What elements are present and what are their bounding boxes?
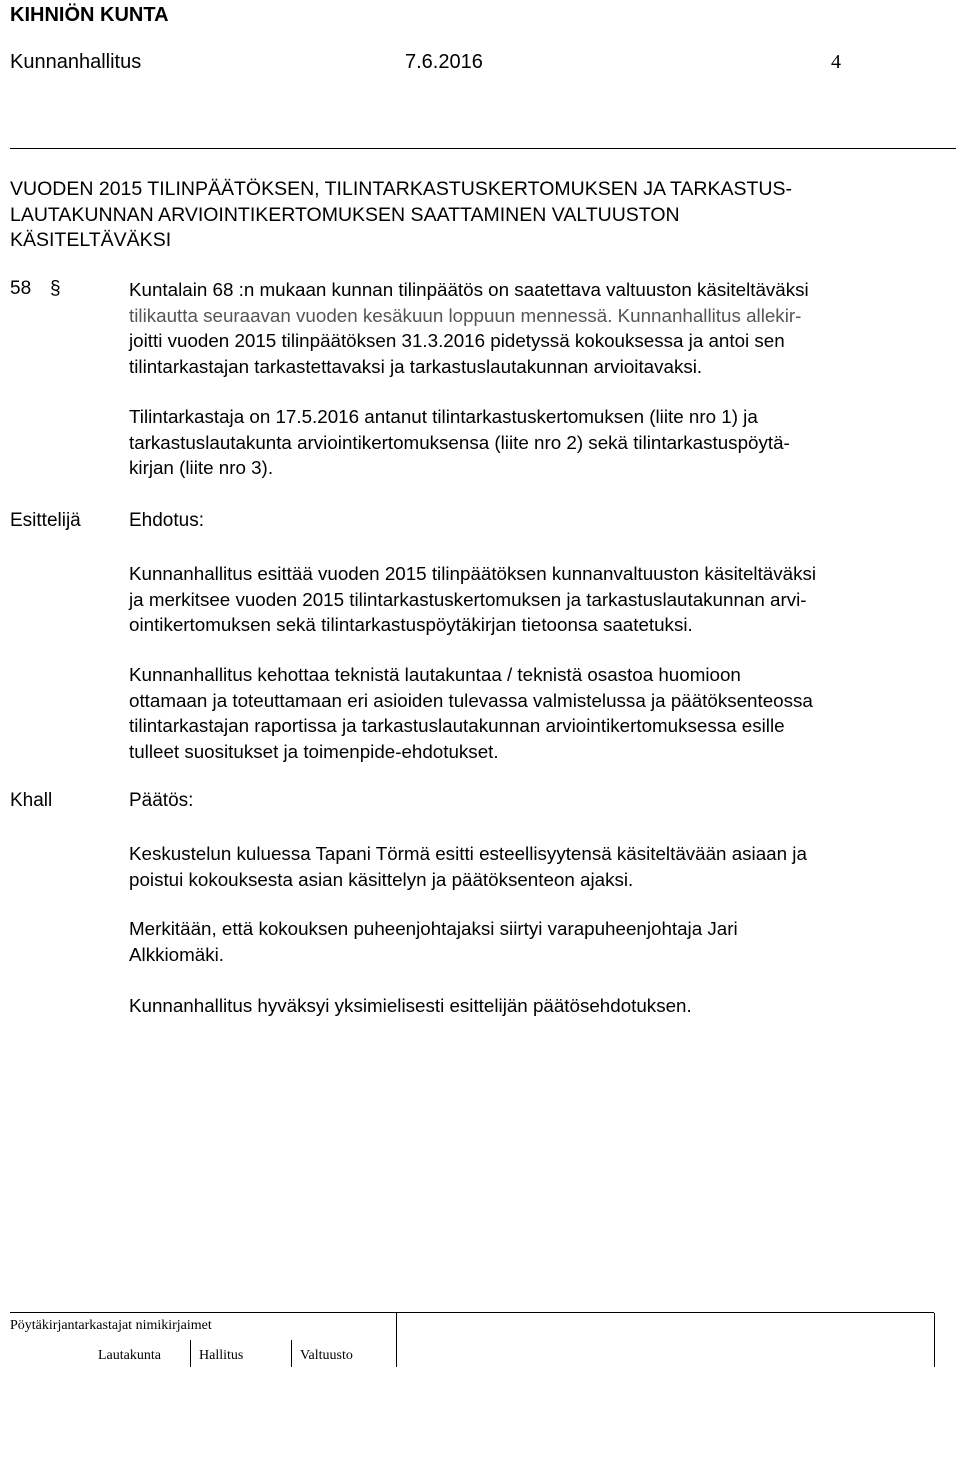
title-line: KÄSITELTÄVÄKSI — [10, 229, 172, 251]
text-line: joitti vuoden 2015 tilinpäätöksen 31.3.2016 pidetyssä kokouksessa ja antoi sen — [129, 330, 785, 351]
text-line: tilintarkastajan raportissa ja tarkastuslautakunnan arviointikertomuksessa esille — [129, 715, 785, 736]
text-line: Merkitään, että kokouksen puheenjohtajaksi siirtyi varapuheenjohtaja Jari — [129, 918, 738, 939]
section-number: 58 — [10, 278, 32, 299]
proposal-paragraph-1 — [129, 561, 949, 638]
footer-col-board: Hallitus — [199, 1348, 244, 1363]
decision-label: Päätös: — [129, 790, 194, 811]
text-line: Kunnanhallitus esittää vuoden 2015 tilinpäätöksen kunnanvaltuuston käsiteltäväksi — [129, 563, 817, 584]
text-line: Kuntalain 68 :n mukaan kunnan tilinpäätös on saatettava valtuuston käsiteltäväksi — [129, 279, 809, 300]
signature-label: Pöytäkirjantarkastajat nimikirjaimet — [10, 1318, 212, 1333]
presenter-label: Esittelijä — [10, 510, 81, 531]
header-divider — [10, 148, 956, 149]
text-line: Kunnanhallitus kehottaa teknistä lautakuntaa / teknistä osastoa huomioon — [129, 664, 741, 685]
decision-paragraph-2 — [129, 916, 949, 967]
meeting-date: 7.6.2016 — [405, 51, 483, 73]
agenda-title — [10, 177, 940, 254]
text-line: ointikertomuksen sekä tilintarkastuspöytäkirjan tietoonsa saatetuksi. — [129, 614, 693, 635]
text-line: tarkastuslautakunta arviointikertomuksensa (liite nro 2) sekä tilintarkastuspöytä- — [129, 431, 790, 453]
auditor-paragraph — [129, 404, 949, 481]
text-line: Tilintarkastaja on 17.5.2016 antanut tilintarkastuskertomuksen (liite nro 1) ja — [129, 406, 758, 427]
text-line: tulleet suositukset ja toimenpide-ehdotukset. — [129, 740, 499, 762]
proposal-label: Ehdotus: — [129, 510, 204, 531]
footer-col-council: Valtuusto — [300, 1348, 353, 1363]
text-line: Alkkiomäki. — [129, 943, 224, 965]
text-line: ja merkitsee vuoden 2015 tilintarkastuskertomuksen ja tarkastuslautakunnan arvi- — [129, 588, 807, 610]
proposal-paragraph-2 — [129, 662, 949, 764]
text-line: tilikautta seuraavan vuoden kesäkuun loppuun mennessä. Kunnanhallitus allekir- — [129, 304, 802, 326]
text-line: poistui kokouksesta asian käsittelyn ja päätöksenteon ajaksi. — [129, 868, 634, 890]
decision-paragraph-3 — [129, 993, 949, 1019]
text-line: ottamaan ja toteuttamaan eri asioiden tulevassa valmistelussa ja päätöksenteossa — [129, 689, 813, 711]
decision-paragraph-1 — [129, 841, 949, 892]
footer-box-edge — [396, 1313, 397, 1367]
title-line: VUODEN 2015 TILINPÄÄTÖKSEN, TILINTARKASTUSKERTOMUKSEN JA TARKASTUS- — [10, 178, 793, 200]
section-sign: § — [50, 278, 61, 299]
footer-divider — [10, 1312, 934, 1313]
text-line: Kunnanhallitus hyväksyi yksimielisesti esittelijän päätösehdotuksen. — [129, 995, 692, 1016]
footer-col-committee: Lautakunta — [98, 1348, 161, 1363]
intro-paragraph — [129, 277, 949, 379]
title-line: LAUTAKUNNAN ARVIOINTIKERTOMUKSEN SAATTAMINEN VALTUUSTON — [10, 203, 680, 226]
text-line: kirjan (liite nro 3). — [129, 457, 274, 478]
text-line: Keskustelun kuluessa Tapani Törmä esitti esteellisyytensä käsiteltävään asiaan ja — [129, 843, 807, 864]
text-line: tilintarkastajan tarkastettavaksi ja tarkastuslautakunnan arvioitavaksi. — [129, 355, 703, 377]
footer-box-edge — [934, 1313, 935, 1367]
body-name: Kunnanhallitus — [10, 51, 142, 73]
page-number: 4 — [831, 51, 841, 73]
board-label: Khall — [10, 790, 53, 811]
footer-col-divider — [291, 1340, 292, 1367]
footer-col-divider — [190, 1340, 191, 1367]
organization-name: KIHNIÖN KUNTA — [10, 4, 169, 26]
